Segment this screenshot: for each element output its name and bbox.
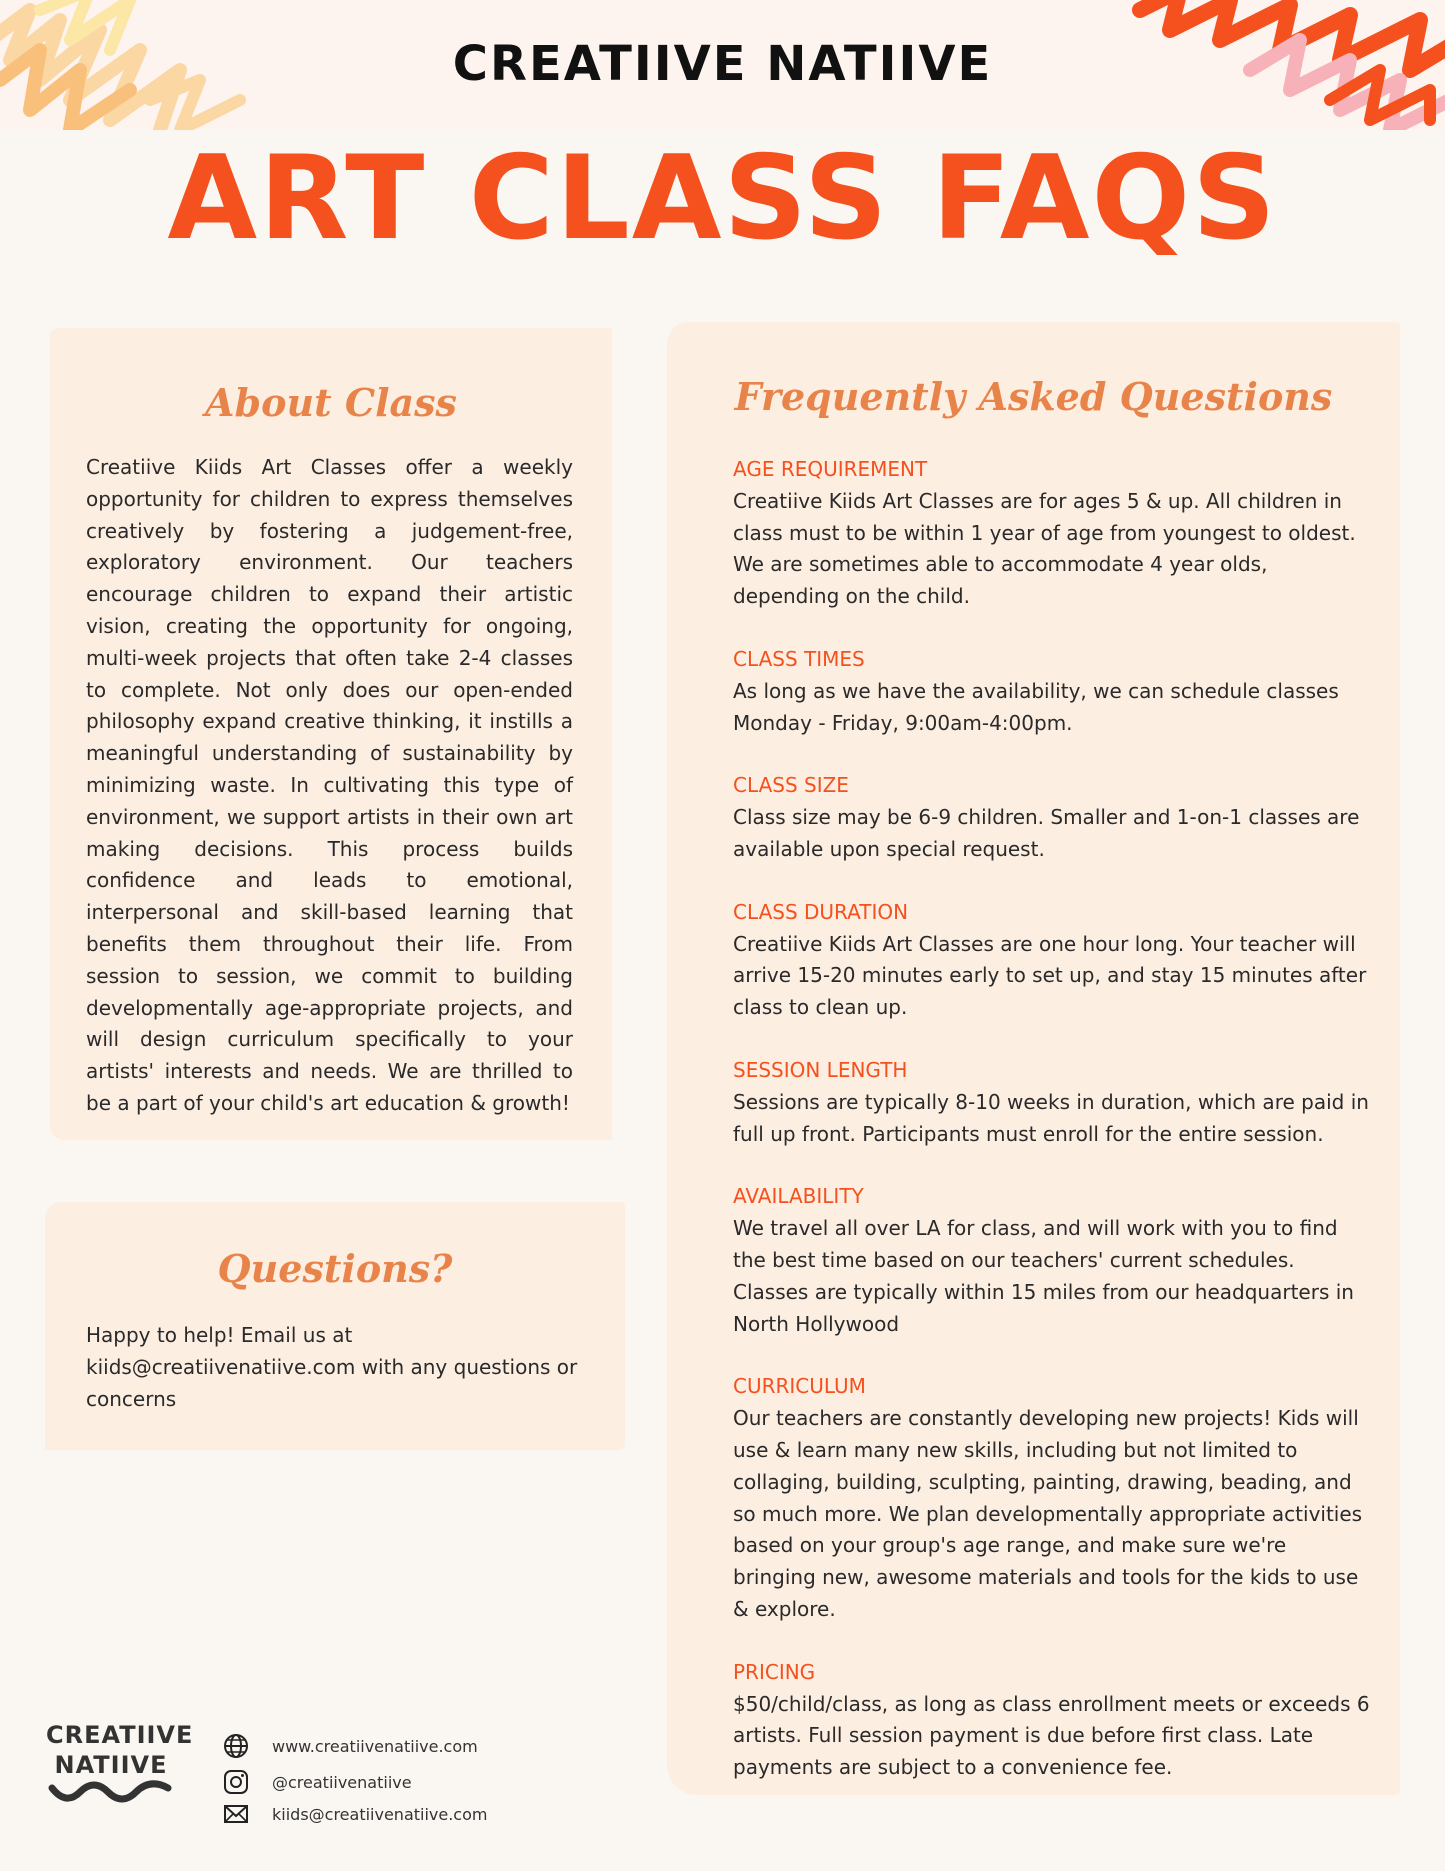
- instagram-handle[interactable]: @creatiivenatiive: [272, 1772, 412, 1792]
- contact-instagram[interactable]: [222, 1768, 412, 1796]
- footer-logo: [46, 1720, 194, 1810]
- faq-item: [733, 1371, 1373, 1625]
- globe-icon: [222, 1732, 250, 1760]
- mail-icon: [222, 1800, 250, 1828]
- instagram-icon: [222, 1768, 250, 1796]
- questions-card: [45, 1202, 625, 1450]
- page-title: ART CLASS FAQS: [167, 131, 1278, 266]
- about-card: [50, 328, 612, 1140]
- faq-answer: Creatiive Kiids Art Classes are one hour long. Your teacher will arrive 15-20 minutes early to set up, and stay 15 minutes after class to clean up.: [733, 931, 1367, 1020]
- faq-question: AVAILABILITY: [733, 1184, 864, 1209]
- faq-item: [733, 1181, 1373, 1340]
- faq-item: [733, 1055, 1373, 1150]
- faq-answer: Our teachers are constantly developing new projects! Kids will use & learn many new skills, including but not limited to collaging, building, sculpting, painting, drawing, beading, and so much more. We plan developmentally appropriate activities based on your group's age range, and make sure we're bringing new, awesome materials and tools for the kids to use & explore.: [733, 1406, 1363, 1621]
- faq-heading: Frequently Asked Questions: [734, 374, 1333, 419]
- faq-item: [733, 454, 1373, 613]
- faq-answer: As long as we have the availability, we can schedule classes Monday - Friday, 9:00am-4:00pm.: [733, 678, 1339, 735]
- contact-email[interactable]: [222, 1800, 487, 1828]
- questions-body: Happy to help! Email us at kiids@creatiivenatiive.com with any questions or concerns: [86, 1323, 578, 1411]
- logo-line-1: CREATIIVE: [46, 1721, 194, 1749]
- faq-item: [733, 770, 1373, 865]
- website-link[interactable]: www.creatiivenatiive.com: [272, 1736, 478, 1756]
- faq-answer: Creatiive Kiids Art Classes are for ages 5 & up. All children in class must to be within 1 year of age from youngest to oldest. We are sometimes able to accommodate 4 year olds, depending on the child.: [733, 488, 1356, 609]
- faq-question: PRICING: [733, 1659, 816, 1684]
- faq-item: [733, 1657, 1373, 1784]
- faq-item: [733, 897, 1373, 1024]
- questions-heading: Questions?: [217, 1246, 453, 1291]
- faq-answer: $50/child/class, as long as class enrollment meets or exceeds 6 artists. Full session payment is due before first class. Late payments are subject to a convenience fee.: [733, 1691, 1370, 1780]
- faq-item: [733, 644, 1373, 739]
- brand-name: CREATIIVE NATIIVE: [452, 36, 993, 92]
- faq-question: CURRICULUM: [733, 1374, 866, 1399]
- squiggle-icon: [46, 1780, 176, 1806]
- contact-website[interactable]: [222, 1732, 478, 1760]
- faq-question: AGE REQUIREMENT: [733, 457, 928, 481]
- faq-question: CLASS SIZE: [733, 773, 849, 798]
- faq-answer: Class size may be 6-9 children. Smaller and 1-on-1 classes are available upon special request.: [733, 805, 1360, 861]
- about-heading: About Class: [205, 380, 457, 425]
- about-body: Creatiive Kiids Art Classes offer a weekly opportunity for children to express themselves creatively by fostering a judgement-free, exploratory environment. Our teachers encourage children to expand their artistic vision, creating the opportunity for ongoing, multi-week projects that often take 2-4 classes to complete. Not only does our open-ended philosophy expand creative thinking, it instills a meaningful understanding of sustainability by minimizing waste. In cultivating this type of environment, we support artists in their own art making decisions. This process builds confidence and leads to emotional, interpersonal and skill-based learning that benefits them throughout their life. From session to session, we commit to building developmentally age-appropriate projects, and will design curriculum specifically to your artists' interests and needs. We are thrilled to be a part of your child's art education & growth!: [86, 455, 573, 1115]
- faq-question: SESSION LENGTH: [733, 1057, 908, 1082]
- email-link[interactable]: kiids@creatiivenatiive.com: [272, 1804, 488, 1824]
- faq-question: CLASS TIMES: [733, 646, 865, 671]
- faq-list: [733, 454, 1373, 1815]
- logo-line-2: NATIIVE: [54, 1751, 168, 1779]
- faq-answer: We travel all over LA for class, and will work with you to find the best time based on our teachers' current schedules. Classes are typically within 15 miles from our headquarters in North Hollywood: [733, 1216, 1354, 1336]
- faq-card: [667, 322, 1400, 1795]
- faq-answer: Sessions are typically 8-10 weeks in duration, which are paid in full up front. Participants must enroll for the entire session.: [733, 1089, 1369, 1146]
- faq-question: CLASS DURATION: [733, 899, 909, 924]
